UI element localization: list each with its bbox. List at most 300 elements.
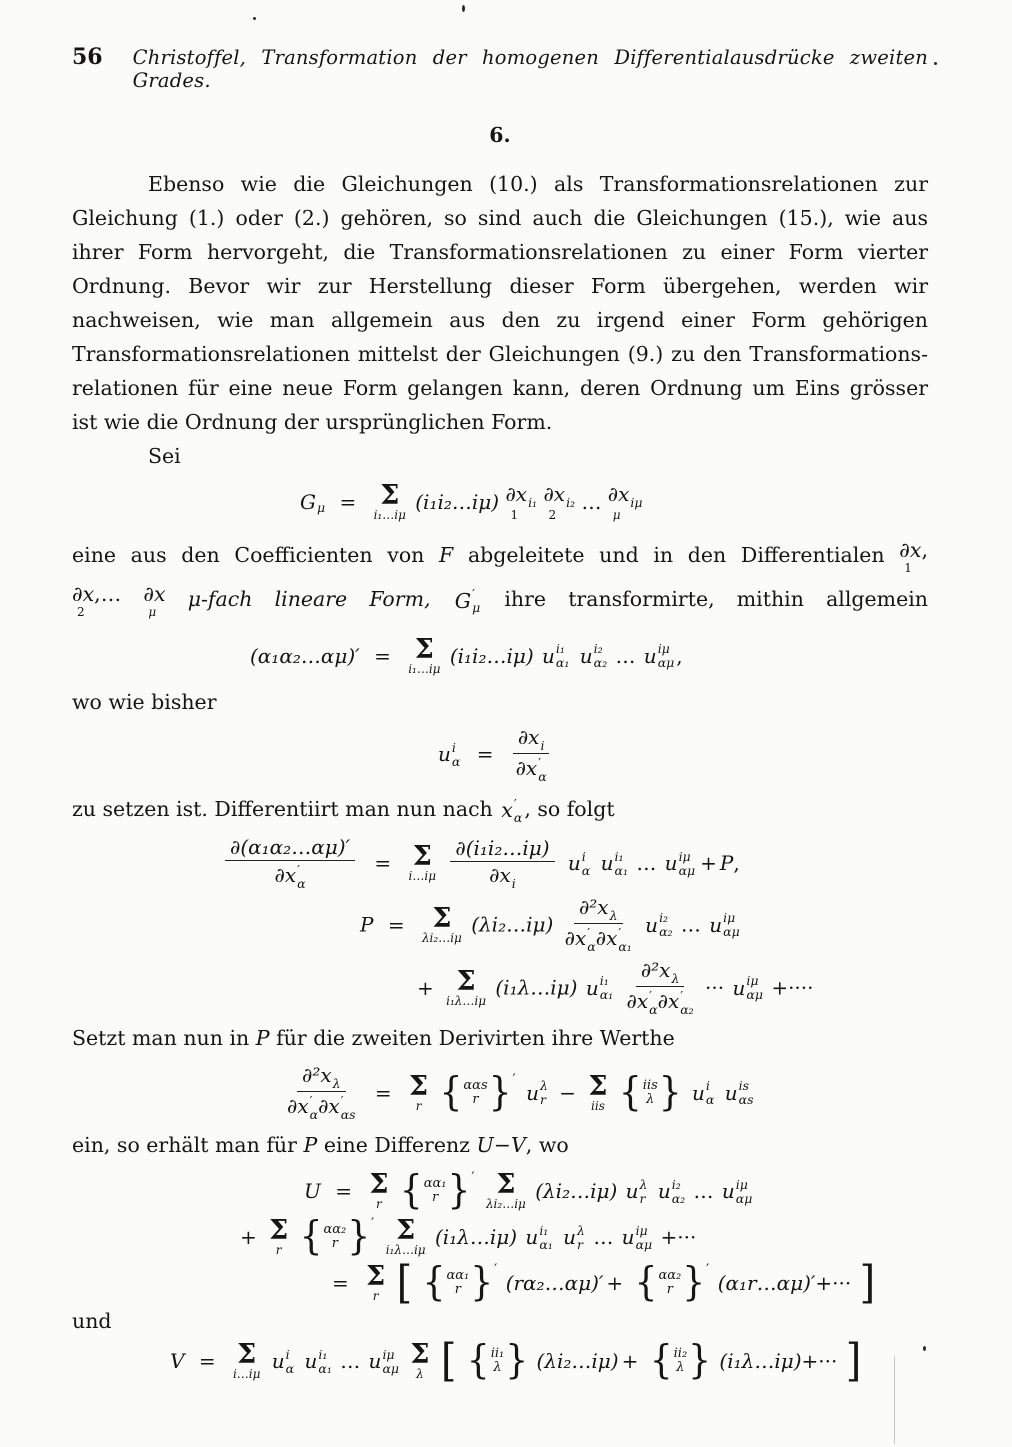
math-token (732, 975, 762, 1000)
paragraph-2-line-1 (72, 533, 928, 577)
fraction (565, 897, 632, 952)
math-token: α (309, 1107, 319, 1122)
brace-left: { (634, 1259, 658, 1305)
math-token: + (606, 1271, 624, 1295)
formula-p-line2 (72, 960, 928, 1015)
math-token: u (525, 1225, 539, 1249)
math-token: λ (577, 1222, 585, 1238)
math-token: αμ (723, 924, 740, 939)
math-token: α (581, 862, 591, 878)
math-token (271, 1346, 295, 1376)
sum-limits: iis (591, 1098, 605, 1113)
fraction (225, 837, 355, 889)
paragraph-line: Transformationsrelationen mittelst der Gleichungen (9.) zu den Transformations- (72, 342, 928, 366)
math-token (721, 1176, 753, 1206)
math-token (501, 793, 522, 827)
formula-second-derivative (72, 1065, 928, 1120)
math-token: ′ (297, 862, 300, 877)
sum (408, 841, 437, 883)
sum-limits: λ (416, 1367, 424, 1381)
math-token: U (304, 1179, 321, 1203)
brace-right: } (682, 1259, 706, 1305)
math-token: ∂x (595, 926, 618, 950)
word: zu setzen ist. Differentiirt man nun nach (72, 796, 493, 821)
sigma-symbol: Σ (409, 1070, 429, 1102)
math-token: ′ (513, 795, 517, 811)
math-token: iμ (657, 641, 670, 656)
brace-left: { (466, 1337, 490, 1383)
math-token: − (559, 1080, 577, 1105)
formula-derivative-expansion (72, 837, 928, 889)
math-token: α (513, 809, 523, 825)
math-token: ∂(α₁α₂…αμ)′ (230, 835, 351, 859)
math-token: α₂ (593, 655, 608, 670)
math-token: … (680, 912, 701, 937)
math-token: P (719, 851, 734, 875)
sum-limits: i₁…iμ (408, 661, 441, 676)
sum-limits: r (415, 1098, 422, 1113)
math-token: ii₁ (490, 1346, 505, 1361)
math-token: r (472, 1091, 479, 1107)
math-token: u (526, 1080, 539, 1105)
math-token: ,… (94, 582, 122, 606)
math-token: i (451, 739, 456, 755)
page-header (72, 44, 928, 92)
math-token: α (451, 753, 461, 769)
math-token (657, 1176, 686, 1206)
paragraph-line: nachweisen, wie man allgemein aus den zu irgend einer Form gehörigen (72, 308, 928, 332)
sum (409, 1070, 429, 1113)
brace-right: } (470, 1259, 494, 1305)
bracket-right: ] (845, 1335, 862, 1387)
math-token: 2 (548, 508, 557, 522)
sigma-symbol: Σ (237, 1339, 257, 1370)
math-token: (i₁i₂…iμ) (415, 490, 500, 514)
math-token: α₂ (680, 1002, 694, 1017)
brace-right: } (688, 1337, 712, 1383)
christoffel-brace (399, 1167, 475, 1213)
math-token (563, 1222, 585, 1252)
math-token: u (271, 1349, 285, 1373)
math-token: μ (612, 508, 621, 522)
math-token: ′ (371, 1216, 375, 1232)
denominator (489, 862, 516, 891)
math-token: ∂x (657, 989, 680, 1013)
brace-left: { (422, 1259, 446, 1305)
sigma-symbol: Σ (414, 633, 434, 665)
math-token: μ (148, 605, 157, 619)
math-token: (λi₂…iμ) (535, 1179, 618, 1203)
math-token: ∂x (517, 724, 540, 749)
math-token: , (733, 851, 740, 875)
math-token: ··· (705, 975, 725, 1000)
sigma-symbol: Σ (380, 480, 400, 511)
math-token: = (387, 912, 405, 937)
math-token (621, 1222, 653, 1252)
math-token: ∂x (287, 1094, 309, 1118)
christoffel-brace (649, 1337, 712, 1383)
math-token: α (297, 876, 306, 891)
math-token (899, 540, 928, 573)
word: Setzt man nun in (72, 1026, 250, 1050)
math-token: u (368, 1349, 382, 1373)
math-token: 1 (510, 508, 519, 522)
math-token: + (621, 1349, 639, 1373)
denominator (565, 924, 632, 952)
math-token: ′ (512, 1071, 516, 1088)
setzt-line (72, 1021, 928, 1055)
sum (385, 1215, 426, 1257)
sum (369, 1169, 389, 1211)
math-token (600, 848, 628, 878)
math-token: ′ (472, 586, 475, 601)
math-token: αμ (635, 1236, 653, 1252)
math-token: α₁ (614, 862, 628, 878)
math-token: ∂x (274, 863, 297, 887)
math-token: u (585, 975, 599, 1000)
math-token: λ (332, 1076, 341, 1091)
math-token: … (693, 1179, 714, 1203)
sigma-symbol: Σ (366, 1261, 386, 1292)
math-token (525, 1222, 553, 1252)
math-token: (α₁r…αμ)′ (717, 1271, 816, 1295)
denominator (627, 987, 694, 1015)
christoffel-brace (466, 1337, 529, 1383)
math-token: α₂ (671, 1190, 686, 1206)
word: P (255, 1026, 270, 1050)
math-token: ∂x (543, 482, 566, 506)
paragraph-line: ihrer Form hervorgeht, die Transformationsrelationen zu einer Form vierter (72, 240, 928, 264)
math-token: iμ (678, 848, 691, 864)
math-token: r (331, 1236, 338, 1251)
math-token: ′ (538, 754, 542, 770)
math-token: αα₁ (423, 1176, 447, 1191)
christoffel-brace (618, 1069, 682, 1115)
math-token: i₂ (671, 1176, 681, 1192)
numerator (574, 897, 623, 924)
brace-right: } (347, 1213, 371, 1259)
sei-line: Sei (148, 444, 181, 468)
paragraph-line: Ordnung. Bevor wir zur Herstellung dieser Form übergehen, werden wir (72, 274, 928, 298)
math-token: ′ (471, 1170, 475, 1186)
sigma-symbol: Σ (588, 1070, 608, 1102)
math-token (505, 484, 537, 520)
fraction (513, 724, 550, 784)
sum (421, 902, 462, 945)
math-token: α (538, 768, 547, 784)
math-token (304, 1346, 332, 1376)
math-token (644, 643, 674, 668)
math-token: u (563, 1225, 577, 1249)
math-token: = (374, 851, 392, 875)
scan-speck (462, 5, 465, 12)
math-token: G (300, 490, 316, 514)
sum-limits: i…iμ (232, 1367, 261, 1381)
word: , wo (525, 1133, 569, 1157)
word: für die zweiten Derivirten ihre Werthe (276, 1026, 675, 1050)
math-token: α (649, 1002, 658, 1017)
zu-line (72, 792, 928, 828)
math-token: αμ (657, 655, 675, 670)
math-token: ∂x (515, 755, 538, 780)
math-token: u (724, 1080, 738, 1105)
math-token: ′ (680, 988, 684, 1003)
numerator (513, 724, 550, 754)
paragraph-line: ist wie die Ordnung der ursprünglichen Form. (72, 410, 553, 434)
math-token: +··· (815, 1271, 852, 1295)
math-token: i (511, 876, 516, 891)
math-token: r (639, 1190, 646, 1206)
word: U−V (476, 1133, 526, 1157)
sum (446, 965, 487, 1008)
math-token: ′ (309, 1093, 313, 1108)
math-token: … (581, 490, 602, 514)
math-token: u (643, 643, 657, 668)
math-token: (i₁λ…iμ) (495, 975, 578, 1000)
math-token: α (285, 1360, 295, 1376)
paragraph-1 (72, 167, 928, 439)
formula-u-def (72, 724, 928, 784)
paragraph-line: Gleichung (1.) oder (2.) gehören, so sind auch die Gleichungen (15.), wie aus (72, 206, 928, 230)
math-token: + (417, 975, 434, 1000)
sum (232, 1339, 261, 1381)
math-token: α₁ (318, 1360, 332, 1376)
sigma-symbol: Σ (456, 965, 476, 997)
denominator (274, 861, 305, 889)
math-token: = (374, 643, 391, 668)
bracket-right: ] (859, 1257, 876, 1309)
math-token: ααs (463, 1077, 488, 1093)
math-token: α₁ (599, 987, 614, 1002)
wo-line: wo wie bisher (72, 689, 217, 714)
sigma-symbol: Σ (369, 1169, 389, 1200)
brace-right: } (447, 1167, 471, 1213)
math-token: i₁ (318, 1346, 328, 1362)
paragraph-line: Ebenso wie die Gleichungen (10.) als Transformationsrelationen zur (148, 172, 928, 196)
math-token: ∂²x (578, 895, 609, 919)
math-token: u (709, 912, 723, 937)
math-token: α₁ (555, 655, 570, 670)
math-token: … (636, 851, 657, 875)
math-token: ∂x (564, 926, 587, 950)
math-token: iμ (635, 1222, 648, 1238)
christoffel-brace (299, 1213, 375, 1259)
math-token: ∂x (505, 482, 528, 506)
fraction (450, 836, 554, 891)
math-token (438, 739, 461, 769)
brace-right: } (488, 1069, 512, 1115)
math-token: α (587, 939, 596, 954)
denominator (287, 1092, 356, 1120)
math-token: , (676, 643, 683, 668)
formula-u-line3 (72, 1257, 928, 1309)
math-token: αμ (735, 1190, 753, 1206)
math-token (143, 584, 165, 617)
math-token: … (615, 643, 636, 668)
math-token: αs (340, 1107, 356, 1122)
math-token: iμ (746, 973, 759, 988)
section-heading: 6. (489, 123, 511, 147)
math-token: ′ (706, 1262, 710, 1278)
paragraph-2-line-2 (72, 577, 928, 623)
math-token: i₁ (614, 848, 624, 864)
math-token: α₁ (539, 1236, 553, 1252)
math-token: (rα₂…αμ)′ (505, 1271, 604, 1295)
math-token: 2 (77, 605, 85, 619)
formula-u-line1 (72, 1167, 928, 1213)
sum-limits: i₁λ…iμ (446, 993, 487, 1008)
math-token: λ (639, 1176, 648, 1192)
math-token: ∂x (899, 538, 922, 562)
christoffel-brace (634, 1259, 710, 1305)
brace-left: { (399, 1167, 423, 1213)
sigma-symbol: Σ (412, 841, 432, 872)
math-token: αμ (678, 862, 696, 878)
math-token: u (657, 1179, 671, 1203)
math-token: u (579, 643, 593, 668)
math-token: αs (738, 1092, 754, 1107)
math-token (542, 643, 569, 668)
math-token: u (645, 912, 659, 937)
math-token: (i₁λ…iμ) (719, 1349, 802, 1373)
math-token: i₁ (555, 641, 565, 656)
math-token: u (692, 1080, 705, 1105)
math-token (625, 1176, 648, 1206)
page-number: 56 (72, 44, 103, 70)
math-token: iμ (382, 1346, 395, 1362)
math-token: iμ (723, 910, 736, 925)
math-token: ∂x (318, 1094, 340, 1118)
math-token: i (540, 737, 545, 753)
fraction (287, 1065, 356, 1120)
math-token: u (732, 975, 746, 1000)
scan-speck (934, 62, 937, 65)
sum (485, 1169, 526, 1211)
math-token: u (542, 643, 555, 668)
formula-alpha-transform (72, 633, 928, 676)
math-token (709, 912, 739, 937)
math-token: r (454, 1282, 461, 1297)
math-token: r (539, 1092, 546, 1107)
sum-limits: r (372, 1289, 379, 1303)
ein-line (72, 1128, 928, 1162)
word: ihre transformirte, mithin allgemein (504, 587, 928, 611)
math-token: i₁ (528, 495, 538, 510)
paragraph-line: relationen für eine neue Form gelangen kann, deren Ordnung um Eins grösser (72, 376, 928, 400)
running-title: Christoffel, Transformation der homogenen Differentialausdrücke zweiten Grades. (132, 46, 928, 92)
numerator (450, 838, 554, 862)
math-token: r (431, 1190, 439, 1205)
math-token: u (721, 1179, 735, 1203)
math-token: r (577, 1236, 583, 1252)
math-token (725, 1080, 754, 1105)
word: F (439, 543, 454, 567)
math-token: u (438, 742, 451, 766)
math-token (455, 579, 481, 623)
math-token: αμ (382, 1360, 400, 1376)
math-token: λ (671, 971, 680, 986)
math-token: ′ (649, 988, 652, 1003)
math-token: x (501, 798, 513, 822)
math-token: (i₁i₂…iμ) (449, 643, 534, 668)
scan-speck (253, 17, 256, 20)
math-token: (λi₂…iμ) (471, 912, 554, 937)
math-token: u (304, 1349, 318, 1373)
math-token: ∂x (489, 863, 511, 887)
math-token: μ (472, 600, 481, 615)
numerator (636, 960, 685, 987)
sum (366, 1261, 386, 1303)
math-token: u (600, 851, 614, 875)
sum-limits: r (376, 1197, 382, 1211)
word: , so folgt (524, 796, 615, 821)
math-token: i₂ (566, 495, 576, 510)
math-token: u (621, 1225, 635, 1249)
math-token: μ (316, 499, 326, 515)
sum-limits: λi₂…iμ (421, 930, 462, 945)
math-token: λ (539, 1078, 548, 1093)
math-token (608, 484, 643, 520)
brace-left: { (299, 1213, 323, 1259)
word: ein, so erhält man für (72, 1133, 297, 1157)
math-token: αα₂ (323, 1222, 347, 1237)
math-token: (α₁α₂…αμ)′ (250, 643, 360, 668)
math-token: +··· (801, 1349, 838, 1373)
sum (588, 1070, 608, 1113)
brace-right: } (505, 1337, 529, 1383)
math-token: P (360, 912, 374, 937)
math-token: u (664, 851, 678, 875)
math-token: αμ (746, 987, 763, 1002)
math-token: ′ (587, 925, 591, 940)
math-token (692, 1080, 714, 1105)
math-token (645, 912, 672, 937)
sum (373, 480, 406, 522)
math-token: u (625, 1179, 639, 1203)
math-token: αα₁ (446, 1268, 470, 1283)
brace-left: { (649, 1337, 673, 1383)
sum (410, 1339, 430, 1381)
sigma-symbol: Σ (496, 1169, 516, 1200)
math-token: i₂ (593, 641, 603, 656)
math-token: ∂x (72, 582, 95, 606)
math-token: = (476, 742, 494, 766)
math-token: α₁ (618, 939, 632, 954)
math-token: (λi₂…iμ) (536, 1349, 619, 1373)
math-token: G (454, 588, 472, 613)
und-line: und (72, 1309, 112, 1333)
formula-u-line2 (72, 1213, 928, 1259)
math-token: αα₂ (658, 1268, 682, 1283)
math-token: λ (676, 1360, 685, 1375)
math-token (586, 975, 613, 1000)
sum-limits: r (275, 1243, 282, 1257)
sigma-symbol: Σ (269, 1215, 289, 1246)
math-token: r (666, 1282, 673, 1297)
math-token: i (285, 1346, 290, 1362)
sum-limits: i₁λ…iμ (385, 1243, 426, 1257)
brace-left: { (439, 1069, 463, 1115)
math-token: ′ (340, 1093, 344, 1108)
sum (269, 1215, 289, 1257)
sum-limits: i₁…iμ (373, 508, 406, 522)
christoffel-brace (422, 1259, 498, 1305)
formula-g-mu (72, 480, 928, 522)
math-token: ii₂ (673, 1346, 688, 1361)
math-token (72, 584, 121, 617)
math-token: + (240, 1225, 257, 1249)
math-token (543, 484, 575, 520)
